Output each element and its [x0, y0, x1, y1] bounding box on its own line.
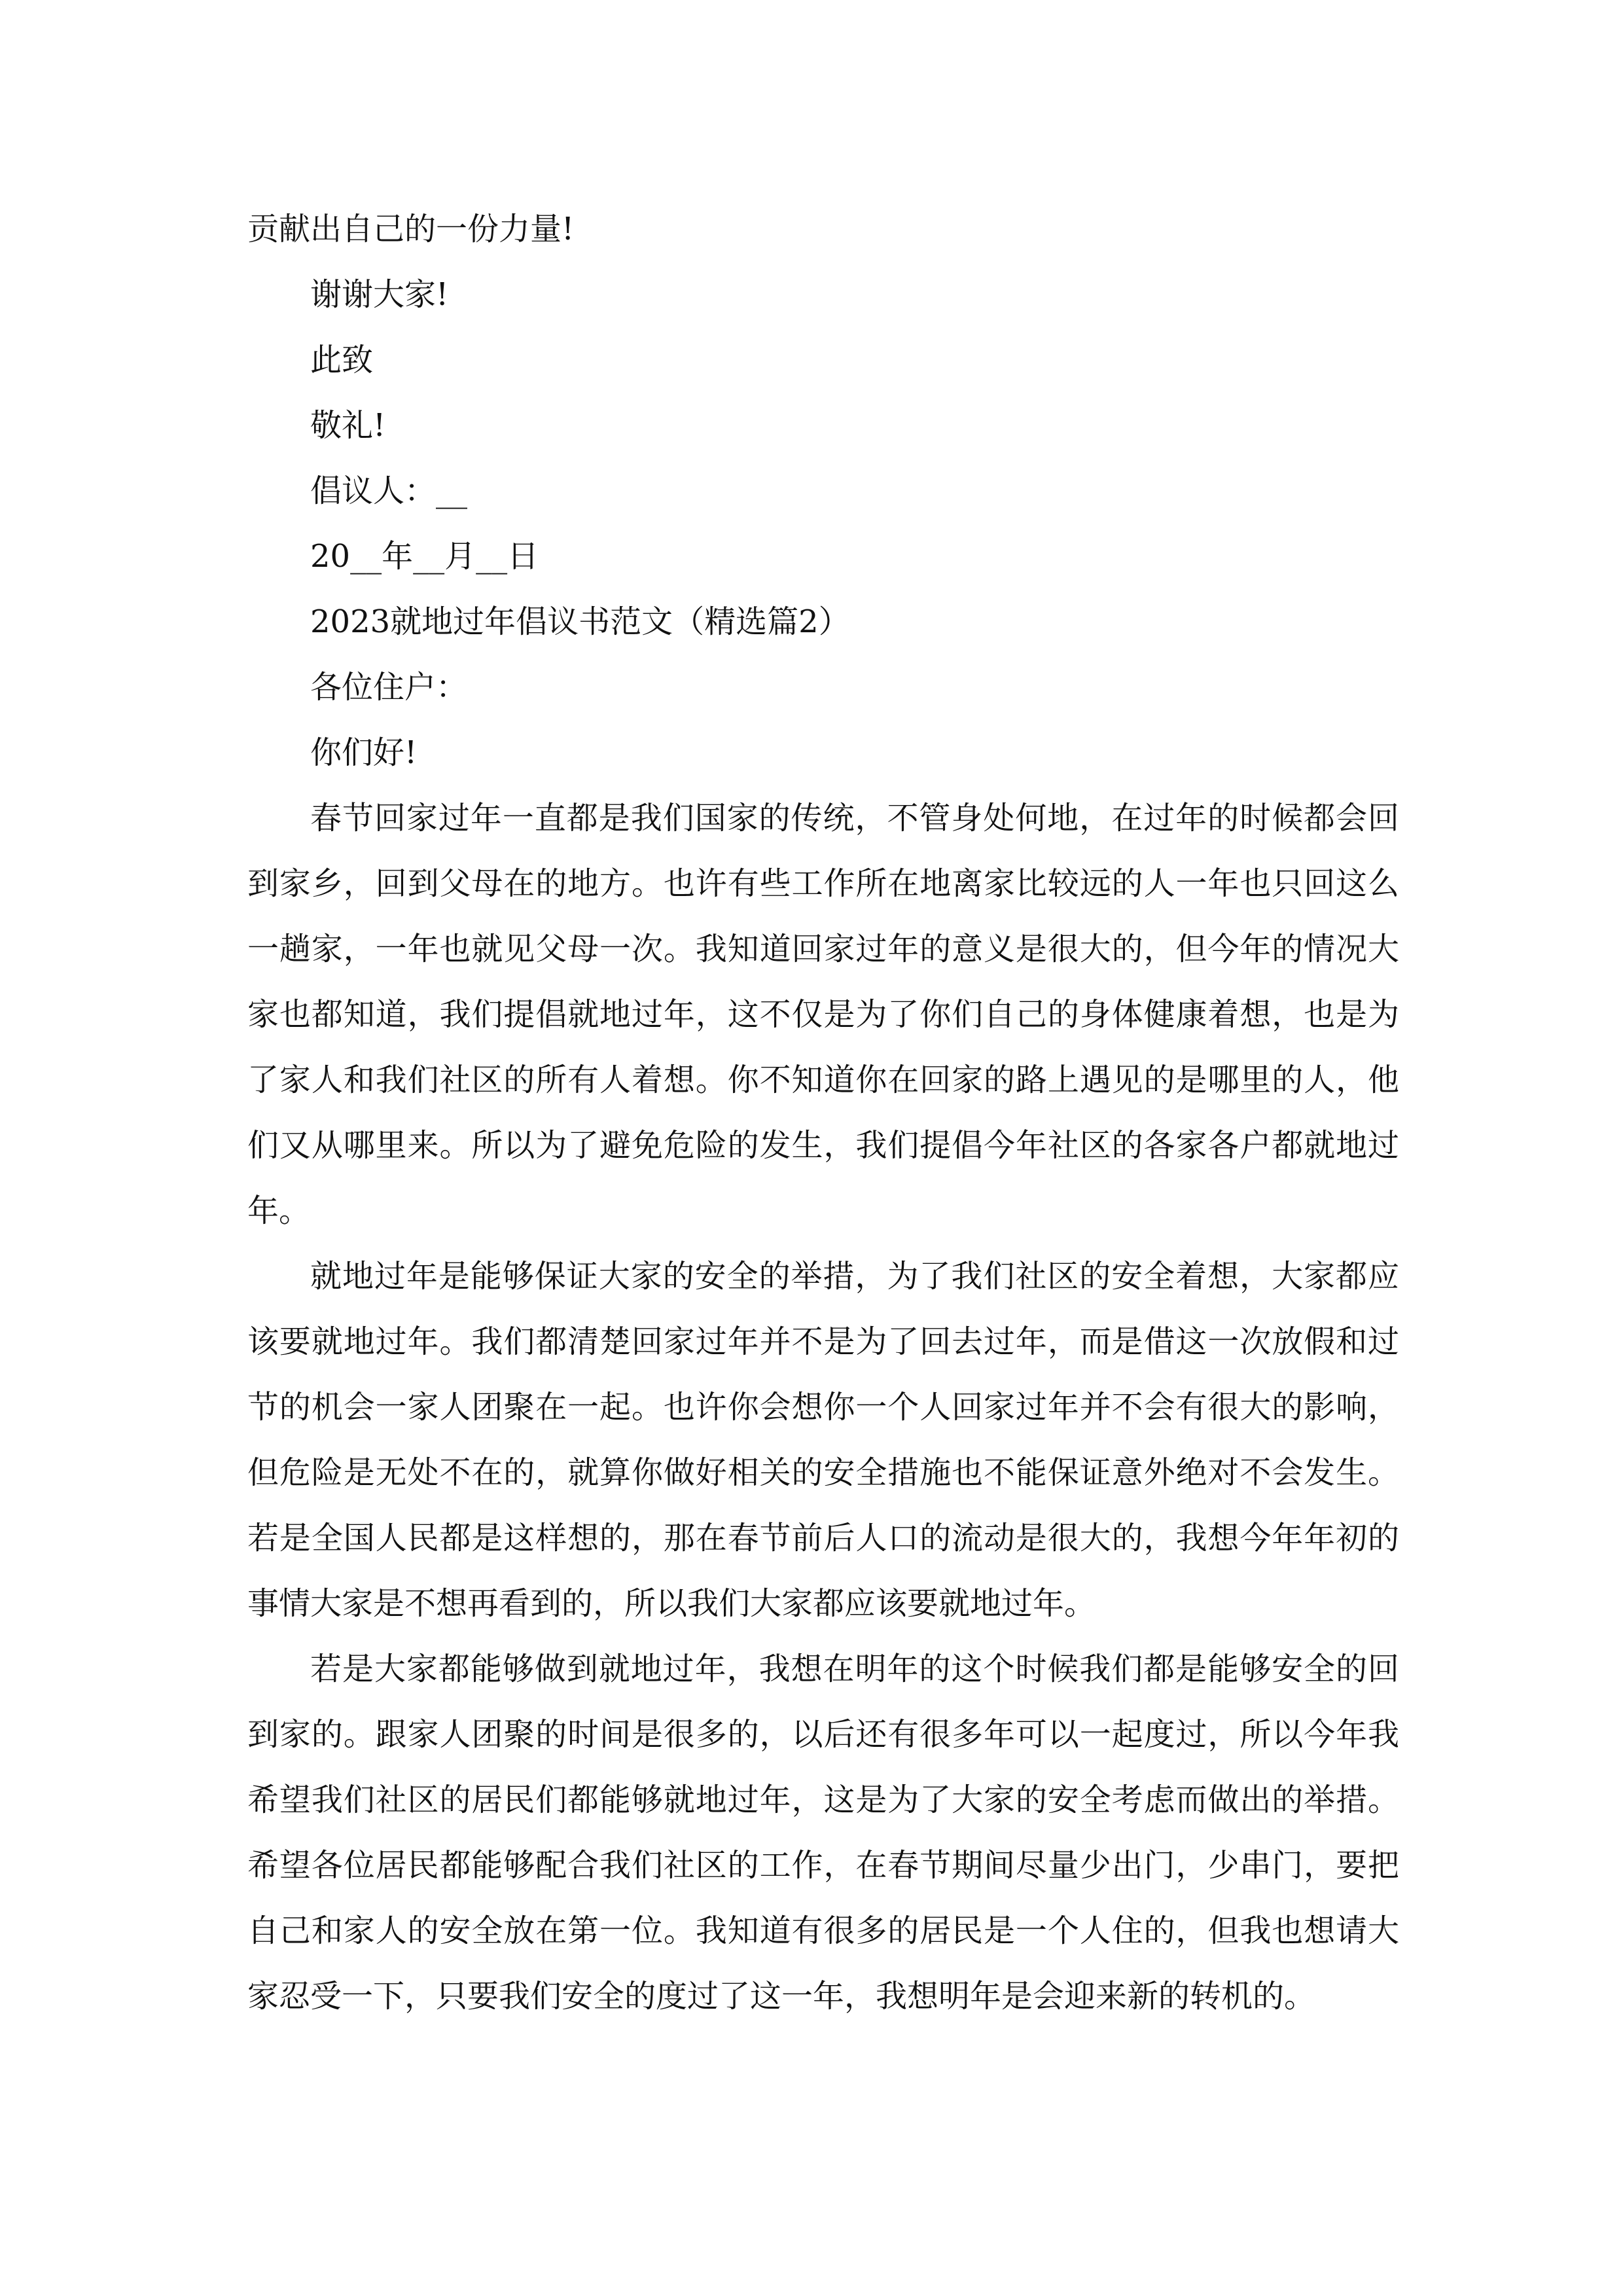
- thanks-line: 谢谢大家!: [310, 276, 449, 313]
- date-line: 20__年__月__日: [310, 538, 539, 575]
- greeting-hello: 你们好!: [310, 734, 418, 771]
- document-page: [247, 196, 1399, 2029]
- salutation-cizhi: 此致: [310, 342, 374, 378]
- greeting-recipients: 各位住户：: [310, 669, 468, 706]
- section-title: 2023就地过年倡议书范文（精选篇2）: [310, 603, 850, 640]
- body-paragraph-2: 就地过年是能够保证大家的安全的举措，为了我们社区的安全着想，大家都应该要就地过年。我们都清楚回家过年并不是为了回去过年，而是借这一次放假和过节的机会一家人团聚在一起。也许你会想你一个人回家过年并不会有很大的影响，但危险是无处不在的，就算你做好相关的安全措施也不能保证意外绝对不会发生。若是全国人民都是这样想的，那在春节前后人口的流动是很大的，我想今年年初的事情大家是不想再看到的，所以我们大家都应该要就地过年。: [247, 1258, 1399, 1622]
- proposer-line: 倡议人：__: [310, 473, 468, 509]
- body-paragraph-3: 若是大家都能够做到就地过年，我想在明年的这个时候我们都是能够安全的回到家的。跟家人团聚的时间是很多的，以后还有很多年可以一起度过，所以今年我希望我们社区的居民们都能够就地过年，这是为了大家的安全考虑而做出的举措。希望各位居民都能够配合我们社区的工作，在春节期间尽量少出门，少串门，要把自己和家人的安全放在第一位。我知道有很多的居民是一个人住的，但我也想请大家忍受一下，只要我们安全的度过了这一年，我想明年是会迎来新的转机的。: [247, 1651, 1399, 2015]
- body-paragraph-1: 春节回家过年一直都是我们国家的传统，不管身处何地，在过年的时候都会回到家乡，回到父母在的地方。也许有些工作所在地离家比较远的人一年也只回这么一趟家，一年也就见父母一次。我知道回家过年的意义是很大的，但今年的情况大家也都知道，我们提倡就地过年，这不仅是为了你们自己的身体健康着想，也是为了家人和我们社区的所有人着想。你不知道你在回家的路上遇见的是哪里的人，他们又从哪里来。所以为了避免危险的发生，我们提倡今年社区的各家各户都就地过年。: [247, 800, 1399, 1229]
- closing-sentence: 贡献出自己的一份力量!: [247, 211, 575, 247]
- salutation-jingli: 敬礼!: [310, 407, 386, 444]
